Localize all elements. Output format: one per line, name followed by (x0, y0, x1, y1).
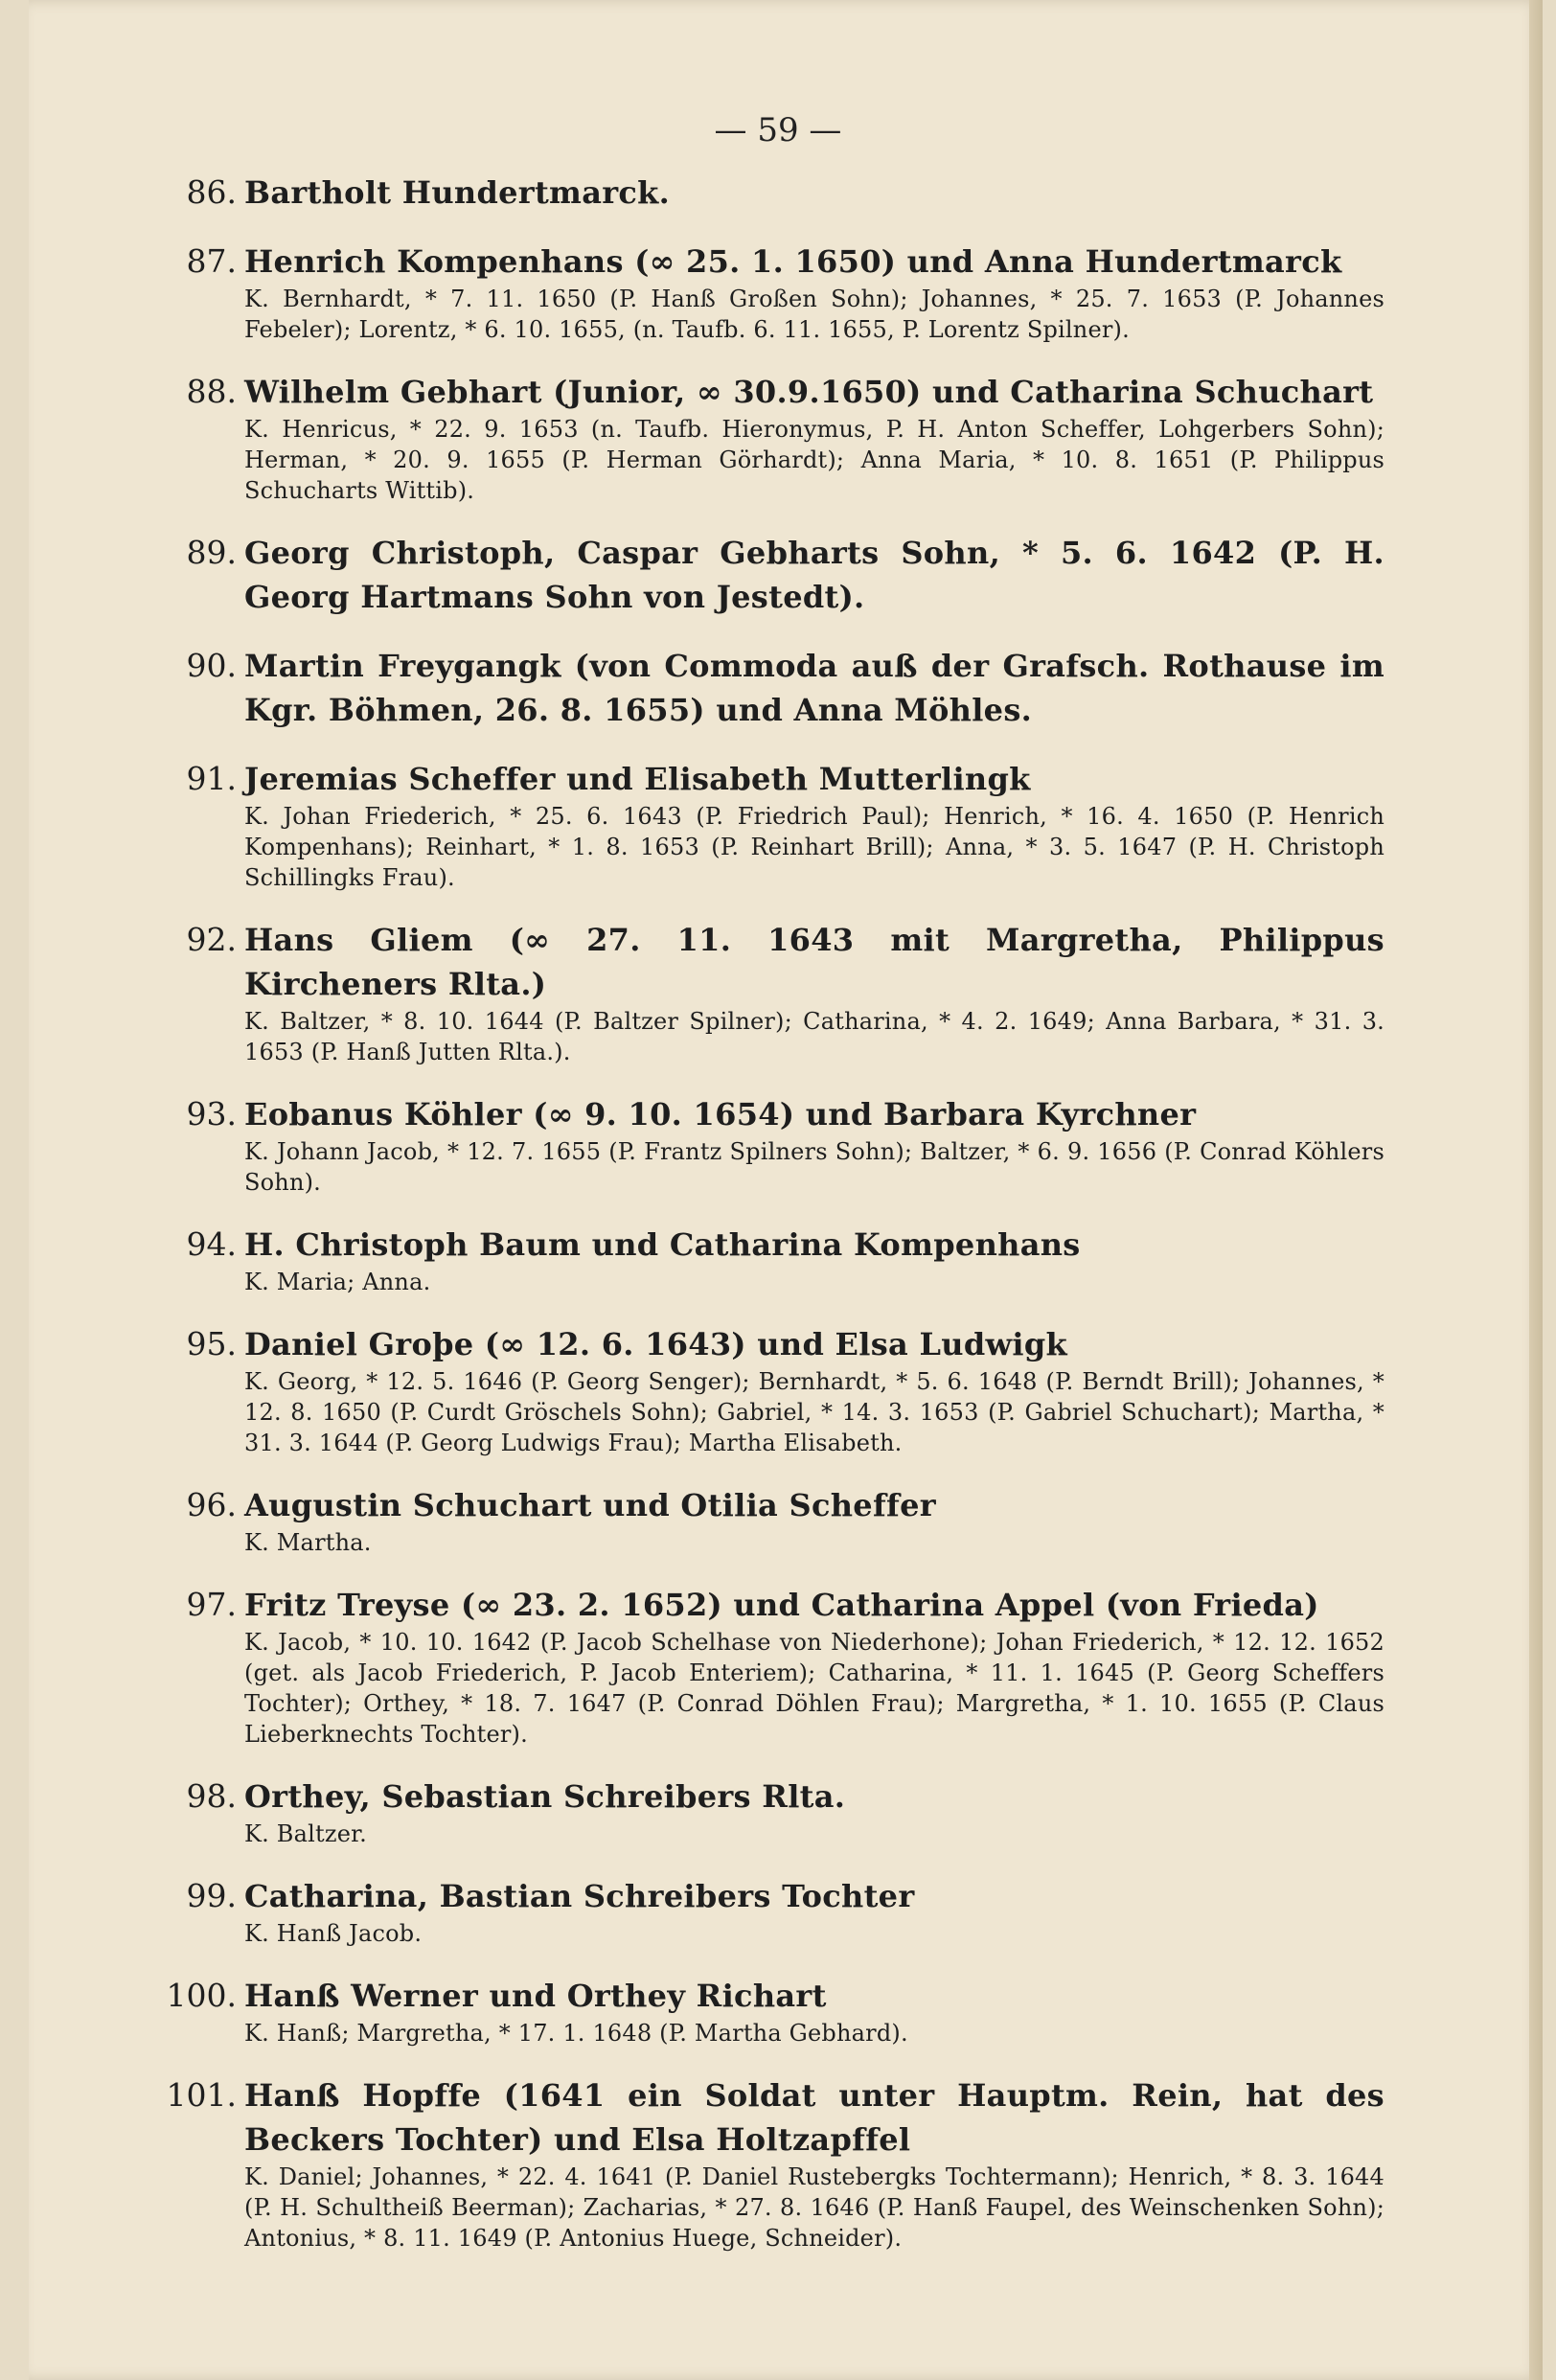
entry-children: K. Hanß Jacob. (244, 1920, 423, 1947)
entry-number: 92. (186, 921, 237, 958)
entry-number: 96. (186, 1486, 237, 1523)
entry-children: K. Johann Jacob, * 12. 7. 1655 (P. Frantz Spilners Sohn); Baltzer, * 6. 9. 1656 (P. Conrad Köhlers Sohn). (244, 1138, 1384, 1196)
list-item (168, 1774, 1384, 1849)
entry-heading: Orthey, Sebastian Schreibers Rlta. (244, 1778, 846, 1815)
entry-heading: Jeremias Scheffer und Elisabeth Mutterlingk (244, 761, 1031, 797)
list-item (168, 1974, 1384, 2048)
entry-number: 101. (166, 2076, 237, 2114)
entry-number: 87. (186, 242, 237, 280)
entry-number: 88. (186, 373, 237, 410)
entry-heading: Hans Gliem (∞ 27. 11. 1643 mit Margretha, Philippus Kircheners Rlta.) (244, 922, 1384, 1002)
entry-heading: Hanß Werner und Orthey Richart (244, 1978, 827, 2014)
list-item (168, 1483, 1384, 1558)
entry-number: 93. (186, 1095, 237, 1133)
entry-heading: Fritz Treyse (∞ 23. 2. 1652) und Catharina Appel (von Frieda) (244, 1587, 1319, 1623)
entry-number: 99. (186, 1877, 237, 1914)
entry-number: 89. (186, 534, 237, 571)
entry-number: 90. (186, 647, 237, 684)
entry-children: K. Hanß; Margretha, * 17. 1. 1648 (P. Martha Gebhard). (244, 2020, 908, 2047)
entry-number: 95. (186, 1325, 237, 1362)
list-item (168, 2073, 1384, 2254)
entry-children: K. Baltzer. (244, 1820, 367, 1847)
entry-heading: Hanß Hopffe (1641 ein Soldat unter Hauptm. Rein, hat des Beckers Tochter) und Elsa Holtzapffel (244, 2077, 1384, 2158)
list-item (168, 1583, 1384, 1750)
list-item (168, 1092, 1384, 1198)
entry-children: K. Bernhardt, * 7. 11. 1650 (P. Hanß Großen Sohn); Johannes, * 25. 7. 1653 (P. Johannes Febeler); Lorentz, * 6. 10. 1655, (n. Taufb. 6. 11. 1655, P. Lorentz Spilner). (244, 286, 1384, 343)
list-item (168, 370, 1384, 506)
entry-children: K. Henricus, * 22. 9. 1653 (n. Taufb. Hieronymus, P. H. Anton Scheffer, Lohgerbers Sohn); Herman, * 20. 9. 1655 (P. Herman Görhardt); Anna Maria, * 10. 8. 1651 (P. Philippus Schucharts Wittib). (244, 416, 1384, 504)
list-item (168, 171, 1384, 215)
entry-heading: Bartholt Hundertmarck. (244, 174, 671, 211)
entry-heading: Catharina, Bastian Schreibers Tochter (244, 1878, 915, 1914)
list-item (168, 1223, 1384, 1297)
entry-heading: Martin Freygangk (von Commoda auß der Grafsch. Rothause im Kgr. Böhmen, 26. 8. 1655) und Anna Möhles. (244, 648, 1384, 728)
list-item (168, 757, 1384, 893)
entry-heading: Augustin Schuchart und Otilia Scheffer (244, 1487, 936, 1523)
entry-heading: Eobanus Köhler (∞ 9. 10. 1654) und Barbara Kyrchner (244, 1096, 1197, 1133)
page-number: — 59 — (714, 111, 842, 149)
list-item (168, 240, 1384, 345)
list-item (168, 918, 1384, 1067)
entry-number: 91. (186, 760, 237, 797)
entry-children: K. Georg, * 12. 5. 1646 (P. Georg Senger); Bernhardt, * 5. 6. 1648 (P. Berndt Brill); Johannes, * 12. 8. 1650 (P. Curdt Gröschels Sohn); Gabriel, * 14. 3. 1653 (P. Gabriel Schuchart); Martha, * 31. 3. 1644 (P. Georg Ludwigs Frau); Martha Elisabeth. (244, 1368, 1384, 1456)
entry-children: K. Baltzer, * 8. 10. 1644 (P. Baltzer Spilner); Catharina, * 4. 2. 1649; Anna Barbara, * 31. 3. 1653 (P. Hanß Jutten Rlta.). (244, 1008, 1384, 1065)
entry-number: 100. (166, 1977, 237, 2014)
list-item (168, 531, 1384, 619)
entry-children: K. Johan Friederich, * 25. 6. 1643 (P. Friedrich Paul); Henrich, * 16. 4. 1650 (P. Henrich Kompenhans); Reinhart, * 1. 8. 1653 (P. Reinhart Brill); Anna, * 3. 5. 1647 (P. H. Christoph Schillingks Frau). (244, 803, 1384, 891)
genealogy-entry-list (168, 171, 1384, 2278)
list-item (168, 644, 1384, 732)
entry-children: K. Maria; Anna. (244, 1269, 431, 1295)
list-item (168, 1874, 1384, 1949)
page-edge (1529, 0, 1543, 2380)
entry-children: K. Daniel; Johannes, * 22. 4. 1641 (P. Daniel Rustebergks Tochtermann); Henrich, * 8. 3. 1644 (P. H. Schultheiß Beerman); Zacharias, * 27. 8. 1646 (P. Hanß Faupel, des Weinschenken Sohn); Antonius, * 8. 11. 1649 (P. Antonius Huege, Schneider). (244, 2163, 1384, 2252)
entry-number: 98. (186, 1777, 237, 1815)
entry-number: 86. (186, 173, 237, 211)
entry-heading: Daniel Groþe (∞ 12. 6. 1643) und Elsa Ludwigk (244, 1326, 1067, 1362)
entry-heading: Henrich Kompenhans (∞ 25. 1. 1650) und Anna Hundertmarck (244, 243, 1342, 280)
entry-number: 94. (186, 1225, 237, 1263)
entry-children: K. Martha. (244, 1529, 372, 1556)
entry-children: K. Jacob, * 10. 10. 1642 (P. Jacob Schelhase von Niederhone); Johan Friederich, * 12. 12. 1652 (get. als Jacob Friederich, P. Jacob Enteriem); Catharina, * 11. 1. 1645 (P. Georg Scheffers Tochter); Orthey, * 18. 7. 1647 (P. Conrad Döhlen Frau); Margretha, * 1. 10. 1655 (P. Claus Lieberknechts Tochter). (244, 1629, 1384, 1748)
entry-number: 97. (186, 1586, 237, 1623)
entry-heading: Georg Christoph, Caspar Gebharts Sohn, * 5. 6. 1642 (P. H. Georg Hartmans Sohn von Jestedt). (244, 535, 1384, 615)
entry-heading: H. Christoph Baum und Catharina Kompenhans (244, 1226, 1081, 1263)
list-item (168, 1322, 1384, 1458)
entry-heading: Wilhelm Gebhart (Junior, ∞ 30.9.1650) und Catharina Schuchart (244, 374, 1374, 410)
